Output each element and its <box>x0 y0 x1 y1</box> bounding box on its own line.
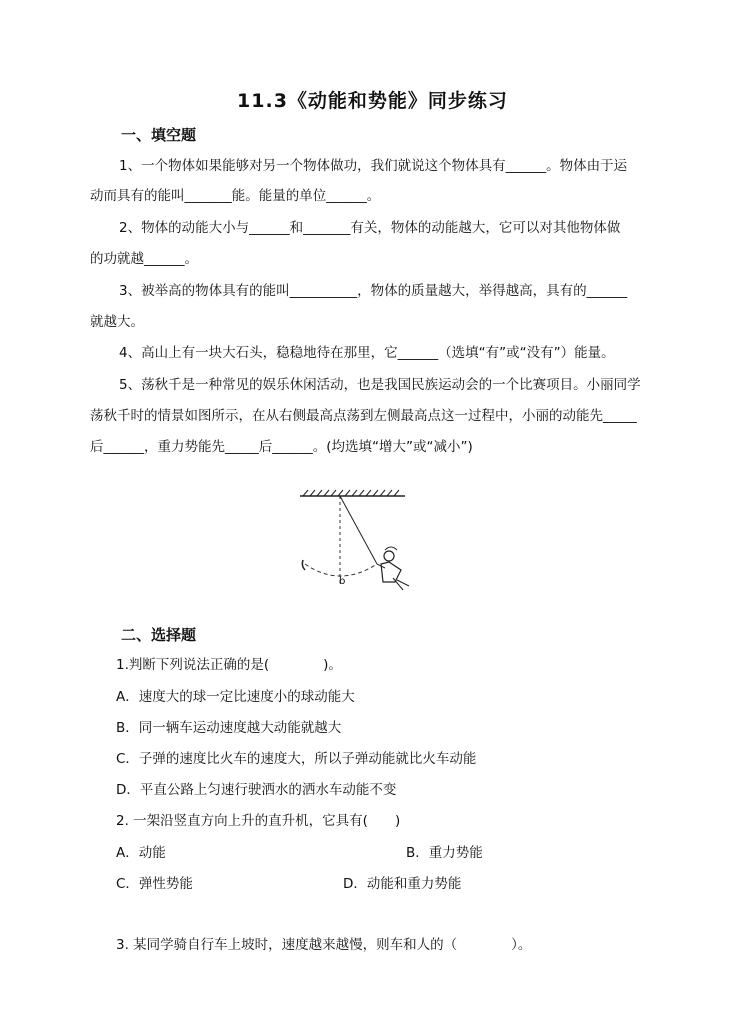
q3-line-2: 就越大。 <box>90 314 144 330</box>
choice-q2-option-c: C．弹性势能 <box>116 876 193 892</box>
girl-body <box>381 562 401 582</box>
swing-figure <box>285 486 425 604</box>
swing-illustration <box>285 486 425 604</box>
choice-q2-option-b: B．重力势能 <box>406 845 483 861</box>
q2-line-2: 的功就越______。 <box>90 251 198 267</box>
choice-q1-option-d: D．平直公路上匀速行驶洒水的洒水车动能不变 <box>116 782 397 798</box>
q1-line-2: 动而具有的能叫_______能。能量的单位______。 <box>90 188 381 204</box>
q4-line: 4、高山上有一块大石头，稳稳地待在那里，它______（选填“有”或“没有”）能量。 <box>119 345 615 361</box>
choice-q1-stem: 1.判断下列说法正确的是( )。 <box>116 657 342 673</box>
q2-line-1: 2、物体的动能大小与______和_______有关，物体的动能越大，它可以对其他物体做 <box>119 220 621 236</box>
section-heading-fill-blank: 一、填空题 <box>121 126 197 144</box>
q3-line-1: 3、被举高的物体具有的能叫__________，物体的质量越大，举得越高，具有的______ <box>119 283 628 299</box>
girl-head <box>384 551 394 561</box>
girl-legs <box>393 578 409 590</box>
q1-line-1: 1、一个物体如果能够对另一个物体做功，我们就说这个物体具有______。物体由于运 <box>119 158 628 174</box>
choice-q2-stem: 2. 一架沿竖直方向上升的直升机，它具有( ) <box>116 813 401 829</box>
choice-q2-option-a: A．动能 <box>116 845 166 861</box>
swing-arc <box>305 564 377 576</box>
choice-q2-option-d: D．动能和重力势能 <box>343 876 462 892</box>
ceiling-hatch <box>303 490 399 496</box>
choice-q3-stem: 3. 某同学骑自行车上坡时，速度越来越慢，则车和人的（ ）。 <box>116 937 532 953</box>
choice-q1-option-c: C．子弹的速度比火车的速度大，所以子弹动能就比火车动能 <box>116 751 477 767</box>
swing-rope <box>340 496 377 564</box>
figure-label-b: b <box>339 576 346 587</box>
page-title: 11.3《动能和势能》同步练习 <box>237 90 508 112</box>
q5-line-3: 后______，重力势能先_____后______。(均选填“增大”或“减小”) <box>90 439 473 455</box>
q5-line-2: 荡秋千时的情景如图所示，在从右侧最高点荡到左侧最高点这一过程中，小丽的动能先_____ <box>90 408 637 424</box>
choice-q1-option-a: A．速度大的球一定比速度小的球动能大 <box>116 689 355 705</box>
choice-q1-option-b: B．同一辆车运动速度越大动能就越大 <box>116 720 342 736</box>
left-endpoint <box>302 560 305 570</box>
section-heading-choice: 二、选择题 <box>121 626 197 644</box>
q5-line-1: 5、荡秋千是一种常见的娱乐休闲活动，也是我国民族运动会的一个比赛项目。小丽同学 <box>119 377 641 393</box>
girl-hair <box>385 547 397 550</box>
